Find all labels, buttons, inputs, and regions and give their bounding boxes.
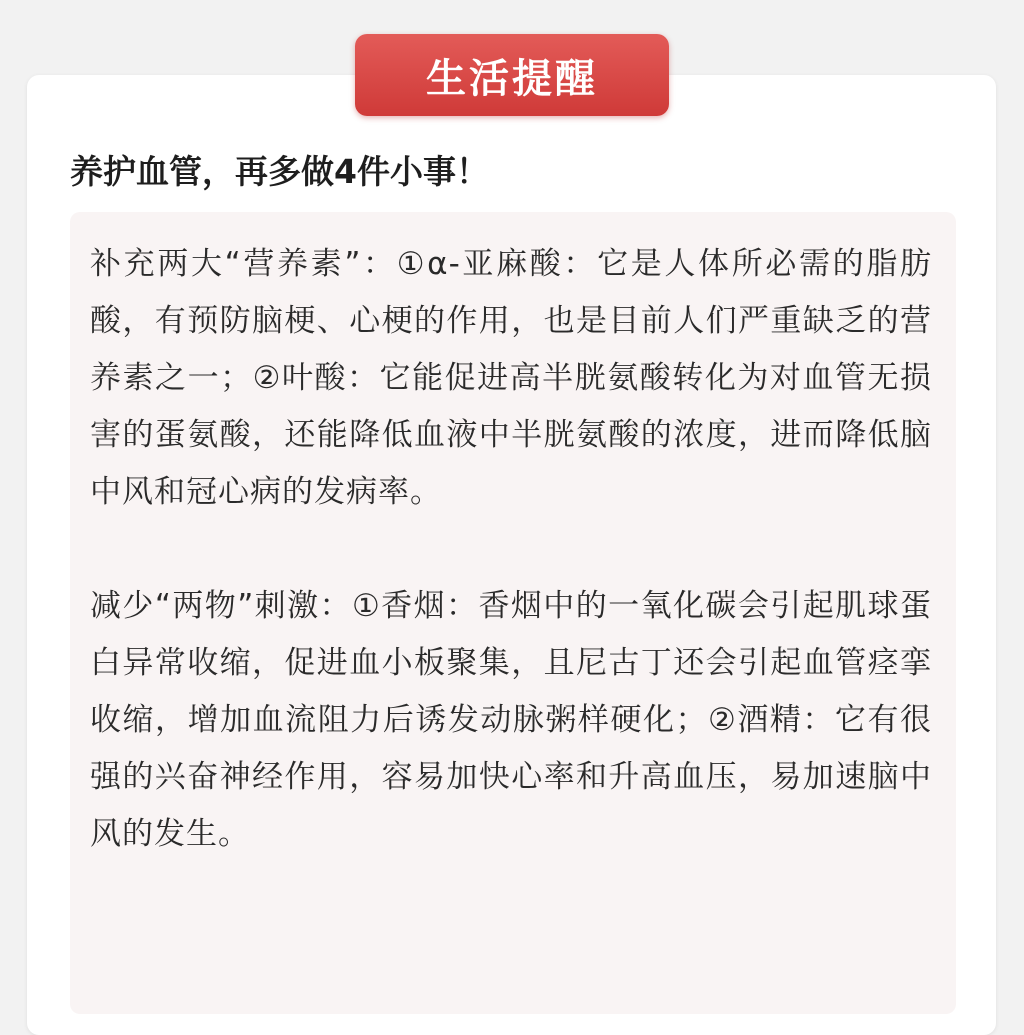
headline: 养护血管，再多做4件小事！ — [70, 152, 489, 191]
reminder-badge: 生活提醒 — [355, 34, 669, 116]
content-box — [70, 212, 956, 1014]
paragraph-nutrients: 补充两大“营养素”：①α-亚麻酸：它是人体所必需的脂肪酸，有预防脑梗、心梗的作用，也是目前人们严重缺乏的营养素之一；②叶酸：它能促进高半胱氨酸转化为对血管无损害的蛋氨酸，还能降低血液中半胱氨酸的浓度，进而降低脑中风和冠心病的发病率。 — [90, 246, 932, 510]
paragraph-irritants: 减少“两物”刺激：①香烟：香烟中的一氧化碳会引起肌球蛋白异常收缩，促进血小板聚集，且尼古丁还会引起血管痉挛收缩，增加血流阻力后诱发动脉粥样硬化；②酒精：它有很强的兴奋神经作用，容易加快心率和升高血压，易加速脑中风的发生。 — [90, 588, 932, 852]
